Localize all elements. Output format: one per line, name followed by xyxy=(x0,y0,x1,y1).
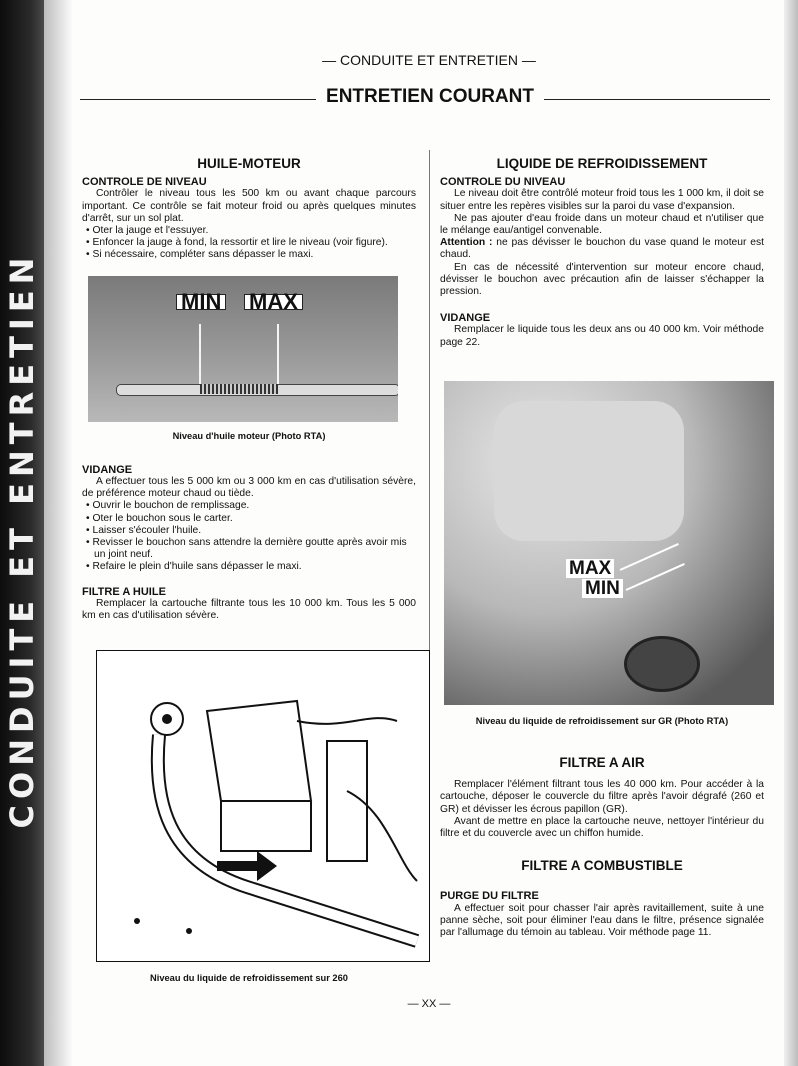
oil-drain-heading: VIDANGE xyxy=(82,463,133,476)
attention-text: ne pas dévisser le bouchon du vase quand le moteur est chaud. xyxy=(440,237,764,261)
list-item: • Revisser le bouchon sans attendre la dernière goutte après avoir mis un joint neuf. xyxy=(82,537,416,561)
spine-label: CONDUITE ET ENTRETIEN xyxy=(3,251,41,829)
coolant-warning-text: Ne pas ajouter d'eau froide dans un moteur chaud et n'utiliser que le mélange eau/antigel convenable. xyxy=(440,212,764,237)
coolant-hot-text: En cas de nécessité d'intervention sur moteur encore chaud, dévisser le bouchon avec précaution afin de laisser s'échapper la pression. xyxy=(440,261,764,298)
radiator-cap xyxy=(624,636,700,692)
coolant-gr-caption: Niveau du liquide de refroidissement sur GR (Photo RTA) xyxy=(475,715,729,726)
max-pointer xyxy=(620,543,679,571)
coolant-260-drawing xyxy=(97,651,429,961)
oil-photo-caption: Niveau d'huile moteur (Photo RTA) xyxy=(172,430,326,441)
section-title-row xyxy=(80,86,780,110)
oil-drain-list xyxy=(82,500,416,573)
list-item: • Oter la jauge et l'essuyer. xyxy=(82,225,416,237)
coolant-level-heading: CONTROLE DU NIVEAU xyxy=(440,176,566,189)
oil-drain-text: A effectuer tous les 5 000 km ou 3 000 km en cas d'utilisation sévère, de préférence moteur chaud ou tiède. xyxy=(82,476,416,500)
coolant-gr-photo xyxy=(444,381,774,705)
coolant-drain-heading: VIDANGE xyxy=(440,312,491,325)
list-item: • Oter le bouchon sous le carter. xyxy=(82,513,416,525)
page-number: — XX — xyxy=(407,998,451,1010)
page-gutter xyxy=(44,0,74,1066)
dipstick-photo xyxy=(88,276,398,422)
left-column xyxy=(82,158,416,984)
air-filter-clean-text: Avant de mettre en place la cartouche neuve, nettoyer l'intérieur du filtre et du couvercle avec un chiffon humide. xyxy=(440,815,764,840)
oil-level-text: Contrôler le niveau tous les 500 km ou avant chaque parcours important. Ce contrôle se fait moteur froid ou après quelques minutes d'arrêt, sur un sol plat. xyxy=(82,188,416,224)
min-label: MIN xyxy=(582,579,623,598)
coolant-drain-text: Remplacer le liquide tous les deux ans ou 40 000 km. Voir méthode page 22. xyxy=(440,324,764,348)
max-label: MAX xyxy=(244,294,303,310)
page-right-edge xyxy=(784,0,798,1066)
oil-section-title: HUILE-MOTEUR xyxy=(197,156,301,171)
min-pointer xyxy=(626,563,685,591)
list-item: • Laisser s'écouler l'huile. xyxy=(82,525,416,537)
running-header: — CONDUITE ET ENTRETIEN — xyxy=(322,52,536,68)
oil-filter-text: Remplacer la cartouche filtrante tous les 10 000 km. Tous les 5 000 km en cas d'utilisation sévère. xyxy=(82,597,416,622)
attention-label: Attention : xyxy=(440,237,493,249)
dipstick-knurl xyxy=(200,384,278,394)
coolant-attention xyxy=(440,237,764,261)
section-title: ENTRETIEN COURANT xyxy=(80,86,780,108)
max-label: MAX xyxy=(566,559,614,578)
coolant-260-caption: Niveau du liquide de refroidissement sur 260 xyxy=(150,973,348,984)
air-filter-text: Remplacer l'élément filtrant tous les 40 000 km. Pour accéder à la cartouche, déposer le couvercle du filtre après l'avoir dégrafé (260 et GR) et dévisser les écrous papillon (GR). xyxy=(440,779,764,815)
fuel-purge-heading: PURGE DU FILTRE xyxy=(440,890,539,903)
oil-level-heading: CONTROLE DE NIVEAU xyxy=(82,176,207,189)
list-item: • Ouvrir le bouchon de remplissage. xyxy=(82,500,416,512)
coolant-260-figure xyxy=(96,650,430,962)
list-item: • Refaire le plein d'huile sans dépasser le maxi. xyxy=(82,561,416,573)
chapter-spine xyxy=(0,0,44,1066)
coolant-level-text: Le niveau doit être contrôlé moteur froid tous les 1 000 km, il doit se situer entre les repères visibles sur la paroi du vase d'expansion. xyxy=(440,188,764,212)
right-column xyxy=(440,158,764,939)
oil-filter-heading: FILTRE A HUILE xyxy=(82,585,166,598)
list-item: • Si nécessaire, compléter sans dépasser le maxi. xyxy=(82,249,416,261)
list-item: • Enfoncer la jauge à fond, la ressortir et lire le niveau (voir figure). xyxy=(82,237,416,249)
oil-level-list xyxy=(82,225,416,262)
max-pointer xyxy=(277,324,279,386)
fuel-filter-title: FILTRE A COMBUSTIBLE xyxy=(521,858,683,874)
min-label: MIN xyxy=(176,294,226,310)
air-filter-title: FILTRE A AIR xyxy=(559,755,645,771)
page xyxy=(74,0,784,1066)
fuel-purge-text: A effectuer soit pour chasser l'air après ravitaillement, suite à une panne sèche, soit pour éliminer l'eau dans le filtre, présence signalée par l'allumage du témoin au tableau. Voir méthode page 11. xyxy=(440,902,764,939)
min-pointer xyxy=(199,324,201,386)
expansion-tank xyxy=(494,401,684,541)
coolant-section-title: LIQUIDE DE REFROIDISSEMENT xyxy=(496,156,708,171)
